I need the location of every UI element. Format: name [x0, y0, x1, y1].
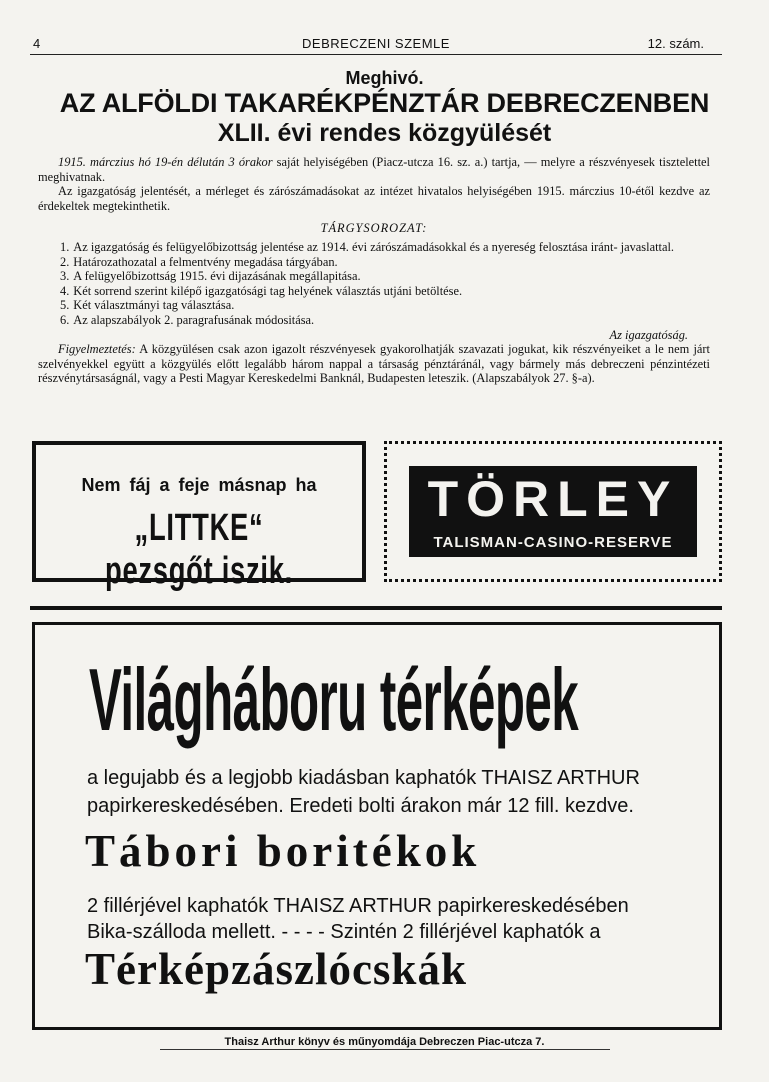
- littke-slogan: „LITTKE“ pezsgőt iszik.: [105, 507, 293, 592]
- notice-paragraph-2: Az igazgatóság jelentését, a mérleget és zárószámadásokat az intézet hivatalos helyiségében 1915. márczius 10-étől kezdve az érdekeltek megtekinthetik.: [38, 184, 710, 213]
- notice-heading: Meghivó.: [345, 68, 424, 88]
- maps-advert: [32, 622, 722, 1030]
- footer-rule: [160, 1049, 610, 1050]
- notice-paragraph-1: [38, 155, 710, 184]
- agenda-item: 6. Az alapszabályok 2. paragrafusának módositása.: [60, 312, 315, 327]
- signature: Az igazgatóság.: [609, 327, 688, 342]
- littke-advert: [32, 441, 366, 592]
- section-divider: [30, 606, 722, 610]
- notice-warning: [38, 342, 710, 386]
- agenda-item: 5. Két választmányi tag választása.: [60, 298, 235, 313]
- meeting-location: saját helyiségében (Piacz-utcza 16. sz. a.) tartja, — melyre a részvényesek tisztelettel meghivatnak.: [38, 155, 710, 184]
- meeting-title: XLII. évi rendes közgyülését: [217, 119, 552, 147]
- company-name: AZ ALFÖLDI TAKARÉKPÉNZTÁR DEBRECZENBEN: [59, 88, 710, 118]
- maps-line-4: Bika-szálloda mellett. - - - - Szintén 2 fillérjével kaphatók a: [87, 921, 601, 943]
- agenda-item: 3. A felügyelőbizottság 1915. évi dijazásának megállapitása.: [60, 269, 361, 284]
- notice-body: [38, 155, 710, 386]
- printer-imprint: Thaisz Arthur könyv és műnyomdája Debreczen Piac-utcza 7.: [224, 1036, 545, 1048]
- agenda-list: [38, 240, 710, 328]
- warning-label: Figyelmeztetés:: [58, 342, 136, 357]
- page-number: 4: [33, 36, 41, 51]
- maps-headline: Világháboru térképek: [89, 650, 579, 749]
- meeting-date: 1915. márczius hó 19-én délután 3 órakor: [58, 155, 273, 169]
- agenda-title: TÁRGYSOROZAT:: [320, 221, 428, 236]
- torley-subtitle: TALISMAN-CASINO-RESERVE: [433, 534, 673, 551]
- terkep-headline: Térképzászlócskák: [85, 944, 467, 994]
- torley-advert: [384, 441, 722, 582]
- agenda-item: 1. Az igazgatóság és felügyelőbizottság jelentése az 1914. évi zárószámadásokkal és a nyereség felosztása iránt- javaslattal.: [60, 239, 674, 254]
- warning-text: A közgyülésen csak azon igazolt részvényesek gyakorolhatják szavazati jogukat, kik részvényeiket a le nem járt szelvényekkel együtt a közgyülés előtt legalább három nappal a társaság pénztáránál, vagy bármely más debreczeni pénzintézeti részvénytársaságnál, vagy a Pesti Magyar Kereskedelmi Banknál, Budapesten leteszik. (Alapszabályok 27. §-a).: [38, 342, 710, 386]
- torley-banner: [409, 466, 697, 557]
- littke-tagline: Nem fáj a feje másnap ha: [81, 475, 317, 495]
- agenda-item: 4. Két sorrend szerint kilépő igazgatósági tag helyének választás utjáni betöltése.: [60, 283, 463, 298]
- agenda-item: 2. Határozathozatal a felmentvény megadása tárgyában.: [60, 254, 338, 269]
- page-header: [30, 34, 722, 55]
- maps-line-3: 2 fillérjével kaphatók THAISZ ARTHUR papirkereskedésében: [87, 895, 629, 917]
- newspaper-title: DEBRECZENI SZEMLE: [302, 36, 450, 51]
- maps-line-1: a legujabb és a legjobb kiadásban kaphatók THAISZ ARTHUR: [87, 767, 640, 789]
- tabori-headline: Tábori boritékok: [85, 826, 481, 876]
- maps-line-2: papirkereskedésében. Eredeti bolti árakon már 12 fill. kezdve.: [87, 795, 634, 817]
- issue-number: 12. szám.: [647, 36, 704, 51]
- torley-brand: TÖRLEY: [427, 471, 679, 527]
